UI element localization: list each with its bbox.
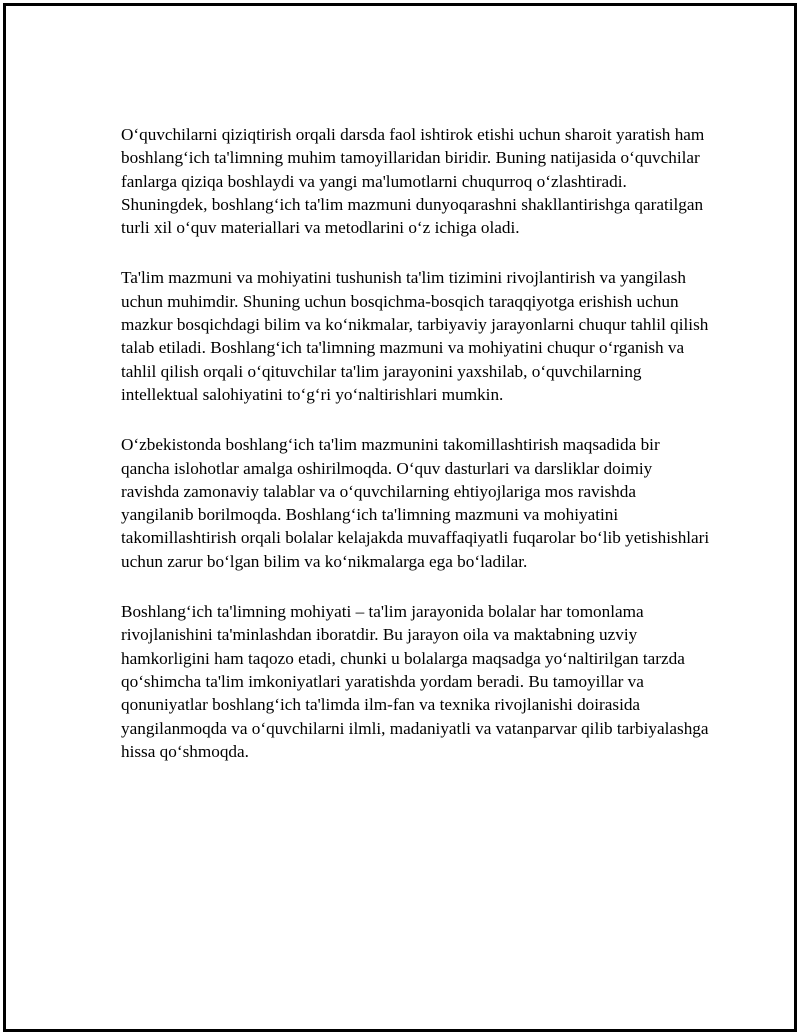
paragraph-4: Boshlang‘ich ta'limning mohiyati – ta'lim jarayonida bolalar har tomonlama rivojlanishini ta'minlashdan iboratdir. Bu jarayon oila va maktabning uzviy hamkorligini ham taqozo etadi, chunki u bolalarga maqsadga yo‘naltirilgan tarzda qo‘shimcha ta'lim imkoniyatlari yaratishda yordam beradi. Bu tamoyillar va qonuniyatlar boshlang‘ich ta'limda ilm-fan va texnika rivojlanishi doirasida yangilanmoqda va o‘quvchilarni ilmli, madaniyatli va vatanparvar qilib tarbiyalashga hissa qo‘shmoqda. xyxy=(121,602,709,761)
document-body xyxy=(121,123,711,763)
paragraph-1: O‘quvchilarni qiziqtirish orqali darsda faol ishtirok etishi uchun sharoit yaratish ham boshlang‘ich ta'limning muhim tamoyillaridan biridir. Buning natijasida o‘quvchilar fanlarga qiziqa boshlaydi va yangi ma'lumotlarni chuqurroq o‘zlashtiradi. Shuningdek, boshlang‘ich ta'lim mazmuni dunyoqarashni shakllantirishga qaratilgan turli xil o‘quv materiallari va metodlarini o‘z ichiga oladi. xyxy=(121,125,705,238)
document-page xyxy=(3,3,797,1032)
paragraph-3: O‘zbekistonda boshlang‘ich ta'lim mazmunini takomillashtirish maqsadida bir qancha islohotlar amalga oshirilmoqda. O‘quv dasturlari va darsliklar doimiy ravishda zamonaviy talablar va o‘quvchilarning ehtiyojlariga mos ravishda yangilanib borilmoqda. Boshlang‘ich ta'limning mazmuni va mohiyatini takomillashtirish orqali bolalar kelajakda muvaffaqiyatli fuqarolar bo‘lib yetishishlari uchun zarur bo‘lgan bilim va ko‘nikmalarga ega bo‘ladilar. xyxy=(121,435,710,571)
paragraph-2: Ta'lim mazmuni va mohiyatini tushunish ta'lim tizimini rivojlantirish va yangilash uchun muhimdir. Shuning uchun bosqichma-bosqich taraqqiyotga erishish uchun mazkur bosqichdagi bilim va ko‘nikmalar, tarbiyaviy jarayonlarni chuqur tahlil qilish talab etiladi. Boshlang‘ich ta'limning mazmuni va mohiyatini chuqur o‘rganish va tahlil qilish orqali o‘qituvchilar ta'lim jarayonini yaxshilab, o‘quvchilarning intellektual salohiyatini to‘g‘ri yo‘naltirishlari mumkin. xyxy=(121,268,709,404)
